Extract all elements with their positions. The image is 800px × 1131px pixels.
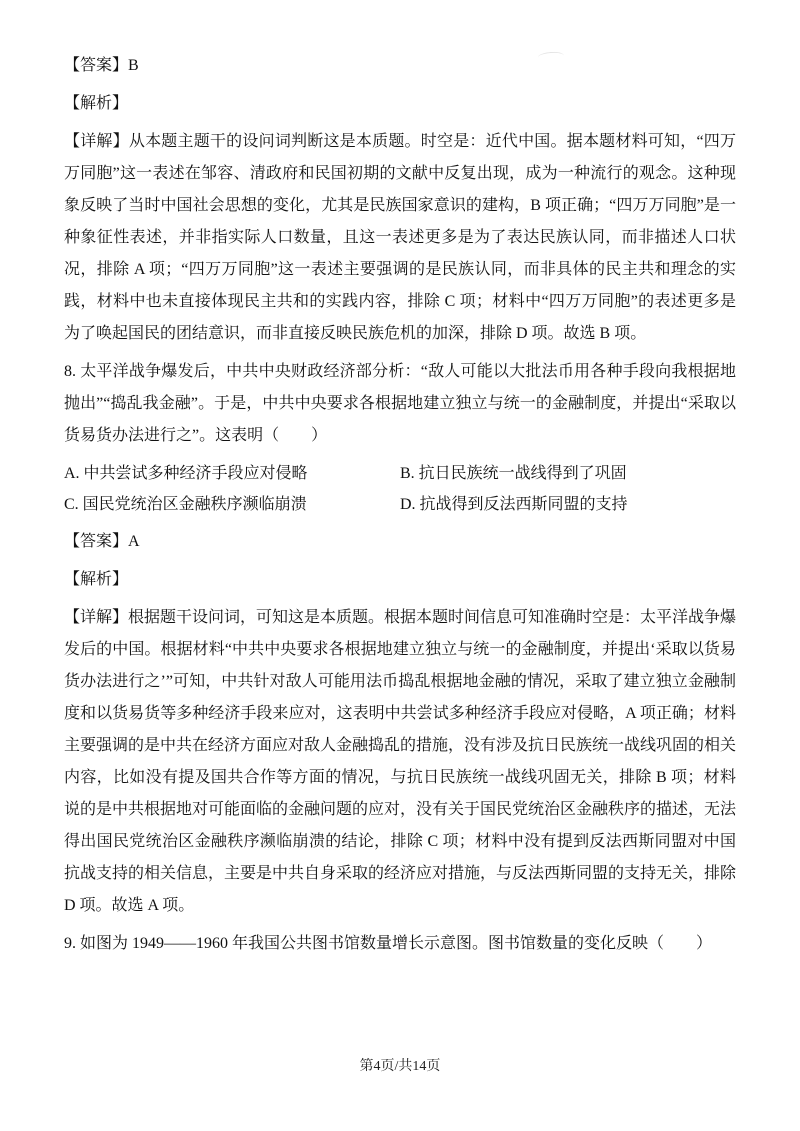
q8-option-c: C. 国民党统治区金融秩序濒临崩溃 (64, 496, 307, 513)
q8-option-b: B. 抗日民族统一战线得到了巩固 (400, 465, 627, 482)
q8-option-a: A. 中共尝试多种经济手段应对侵略 (64, 465, 308, 482)
q7-answer-line: 【答案】B (64, 57, 139, 74)
q8-options-row-1 (64, 458, 736, 489)
q8-options-row-2 (64, 489, 736, 520)
q8-answer-line: 【答案】A (64, 533, 140, 550)
q8-analysis-label: 【解析】 (64, 571, 129, 588)
q8-options (64, 458, 736, 520)
q7-explanation-paragraph: 【详解】从本题主题干的设问词判断这是本质题。时空是：近代中国。据本题材料可知，“四万万同胞”这一表述在邹容、清政府和民国初期的文献中反复出现，成为一种流行的观念。这种现象反映了当时中国社会思想的变化，尤其是民族国家意识的建构，B 项正确；“四万万同胞”是一种象征性表述，并非指实际人口数量，且这一表述更多是为了表达民族认同，而非描述人口状况，排除 A 项；“四万万同胞”这一表述主要强调的是民族认同，而非具体的民主共和理念的实践，材料中也未直接体现民主共和的实践内容，排除 C 项；材料中“四万万同胞”的表述更多是为了唤起国民的团结意识，而非直接反映民族危机的加深，排除 D 项。故选 B 项。 (64, 133, 736, 342)
q8-option-d: D. 抗战得到反法西斯同盟的支持 (400, 496, 628, 513)
q7-analysis-label: 【解析】 (64, 95, 129, 112)
q8-question-stem: 8. 太平洋战争爆发后，中共中央财政经济部分析：“敌人可能以大批法币用各种手段向我根据地抛出”“捣乱我金融”。于是，中共中央要求各根据地建立独立与统一的金融制度，并提出“采取以货易货办法进行之”。这表明（ ） (64, 363, 736, 444)
q9-question-stem: 9. 如图为 1949——1960 年我国公共图书馆数量增长示意图。图书馆数量的变化反映（ ） (64, 935, 713, 952)
q8-explanation-paragraph: 【详解】根据题干设问词，可知这是本质题。根据本题时间信息可知准确时空是：太平洋战争爆发后的中国。根据材料“中共中央要求各根据地建立独立与统一的金融制度，并提出‘采取以货易货办法进行之’”可知，中共针对敌人可能用法币捣乱根据地金融的情况，采取了建立独立金融制度和以货易货等多种经济手段来应对，这表明中共尝试多种经济手段应对侵略，A 项正确；材料主要强调的是中共在经济方面应对敌人金融捣乱的措施，没有涉及抗日民族统一战线巩固的相关内容，比如没有提及国共合作等方面的情况，与抗日民族统一战线巩固无关，排除 B 项；材料说的是中共根据地对可能面临的金融问题的应对，没有关于国民党统治区金融秩序的描述，无法得出国民党统治区金融秩序濒临崩溃的结论，排除 C 项；材料中没有提到反法西斯同盟对中国抗战支持的相关信息，主要是中共自身采取的经济应对措施，与反法西斯同盟的支持无关，排除 D 项。故选 A 项。 (64, 609, 741, 914)
page-footer: 第4页/共14页 (359, 1059, 441, 1074)
